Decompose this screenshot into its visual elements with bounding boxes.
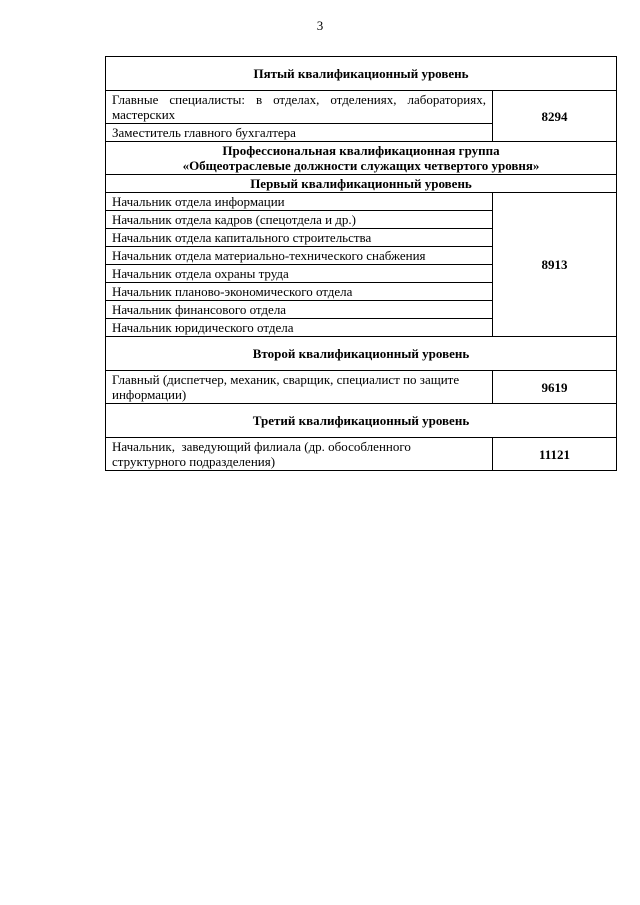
salary-cell: 9619 [493, 371, 617, 404]
level-header: Пятый квалификационный уровень [106, 57, 617, 91]
position-cell: Начальник юридического отдела [106, 319, 493, 337]
table-row [106, 371, 617, 404]
group-subtitle: «Общеотраслевые должности служащих четвертого уровня» [182, 158, 540, 173]
position-cell: Главные специалисты: в отделах, отделениях, лабораториях, мастерских [106, 91, 493, 124]
level-header-row [106, 404, 617, 438]
salary-cell: 8913 [493, 193, 617, 337]
position-cell: Начальник отдела капитального строительства [106, 229, 493, 247]
table-row [106, 193, 617, 211]
group-title: Профессиональная квалификационная группа [222, 143, 500, 158]
position-cell: Начальник финансового отдела [106, 301, 493, 319]
position-cell: Начальник отдела охраны труда [106, 265, 493, 283]
level-header-row [106, 175, 617, 193]
salary-table [105, 56, 617, 471]
level-header: Второй квалификационный уровень [106, 337, 617, 371]
level-header-row [106, 57, 617, 91]
position-cell: Начальник отдела кадров (спецотдела и др.) [106, 211, 493, 229]
level-header-row [106, 337, 617, 371]
level-header: Третий квалификационный уровень [106, 404, 617, 438]
position-cell: Начальник планово-экономического отдела [106, 283, 493, 301]
position-cell: Начальник отдела материально-технического снабжения [106, 247, 493, 265]
page-number: 3 [316, 18, 324, 33]
level-header: Первый квалификационный уровень [106, 175, 617, 193]
salary-cell: 8294 [493, 91, 617, 142]
position-cell: Начальник отдела информации [106, 193, 493, 211]
position-cell: Начальник, заведующий филиала (др. обособленного структурного подразделения) [106, 438, 493, 471]
group-header [106, 142, 617, 175]
group-header-row [106, 142, 617, 175]
table-row [106, 91, 617, 124]
position-cell: Заместитель главного бухгалтера [106, 124, 493, 142]
position-cell: Главный (диспетчер, механик, сварщик, специалист по защите информации) [106, 371, 493, 404]
salary-cell: 11121 [493, 438, 617, 471]
table-row [106, 438, 617, 471]
